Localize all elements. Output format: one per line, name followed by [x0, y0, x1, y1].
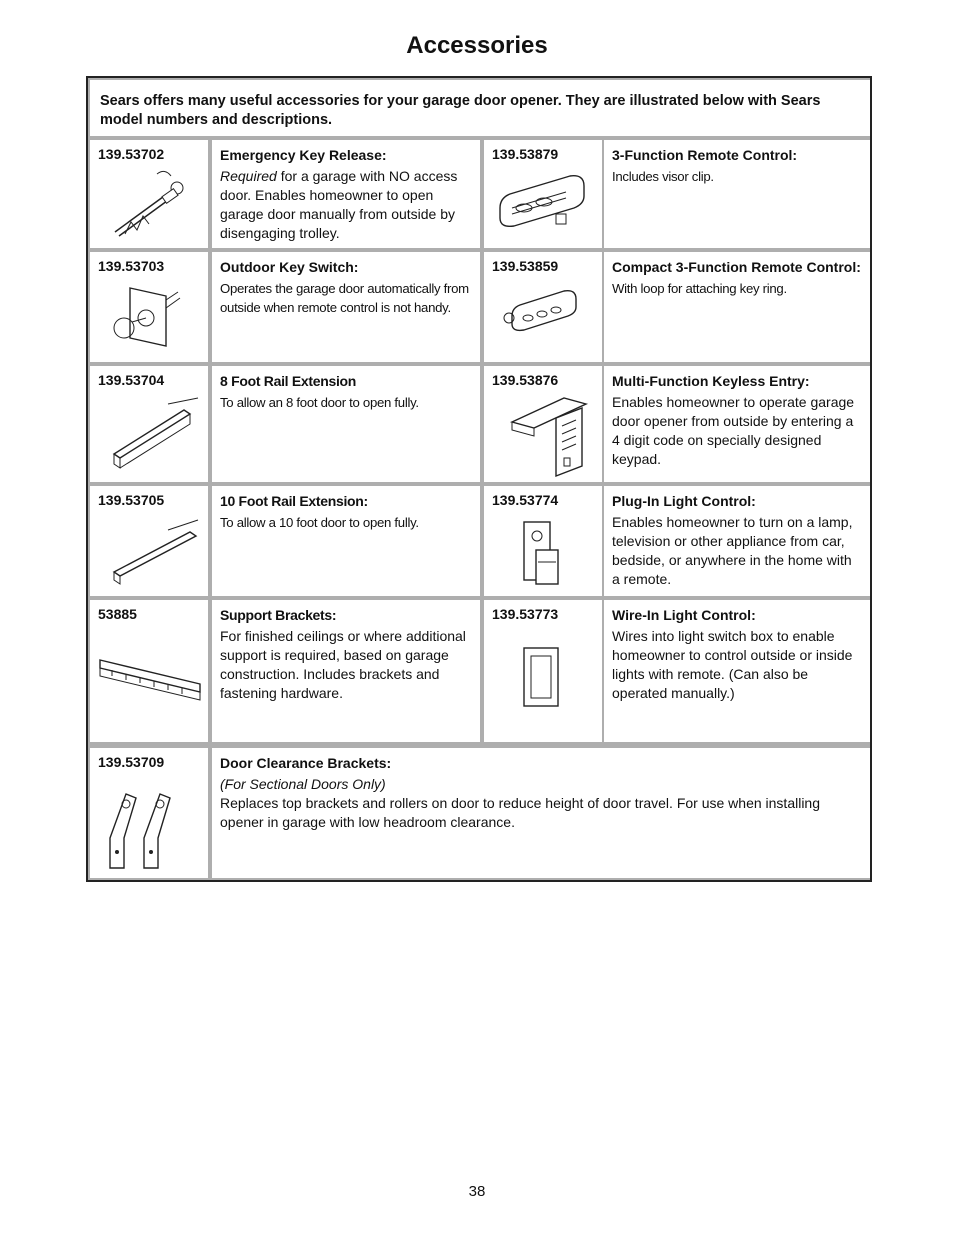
- model-number: 139.53704: [98, 372, 165, 388]
- item-description: Includes visor clip.: [612, 169, 714, 184]
- model-number: 139.53879: [492, 146, 559, 162]
- model-cell: [90, 140, 208, 248]
- description-cell: [212, 252, 480, 362]
- item-description: for a garage with NO access door. Enables homeowner to open garage door manually from outside by disengaging trolley.: [220, 168, 458, 241]
- item-title: 10 Foot Rail Extension:: [220, 493, 368, 509]
- item-title: Support Brackets:: [220, 607, 337, 623]
- key-switch-illustration: [110, 278, 190, 358]
- model-number: 139.53876: [492, 372, 559, 388]
- description-cell: [212, 366, 480, 482]
- item-description: For finished ceilings or where additional support is required, based on garage construction. Includes brackets and fastening hardware.: [220, 628, 466, 701]
- description-cell: [604, 140, 870, 248]
- keyless-entry-illustration: [506, 392, 592, 478]
- item-title: 3-Function Remote Control:: [612, 147, 798, 163]
- model-number: 139.53774: [492, 492, 559, 508]
- model-number: 139.53709: [98, 754, 165, 770]
- model-cell: [90, 252, 208, 362]
- item-subtitle: (For Sectional Doors Only): [220, 776, 386, 792]
- model-cell: [90, 748, 208, 878]
- description-cell: [212, 748, 870, 878]
- model-cell: [484, 252, 602, 362]
- page-title: Accessories: [406, 32, 548, 59]
- item-title: Plug-In Light Control:: [612, 493, 756, 509]
- item-title: Multi-Function Keyless Entry:: [612, 373, 810, 389]
- item-title: 8 Foot Rail Extension: [220, 373, 357, 389]
- item-description: To allow a 10 foot door to open fully.: [220, 515, 419, 530]
- description-cell: [212, 486, 480, 596]
- intro-text: Sears offers many useful accessories for your garage door opener. They are illustrated below with Sears model numbers and descriptions.: [90, 80, 870, 136]
- item-title: Emergency Key Release:: [220, 147, 387, 163]
- model-number: 139.53859: [492, 258, 559, 274]
- model-number: 139.53703: [98, 258, 165, 274]
- item-description: Operates the garage door automatically from outside when remote control is not handy.: [220, 281, 469, 315]
- model-number: 53885: [98, 606, 137, 622]
- model-cell: [90, 600, 208, 742]
- remote-control-illustration: [494, 170, 594, 230]
- item-title: Compact 3-Function Remote Control:: [612, 259, 861, 275]
- model-number: 139.53702: [98, 146, 165, 162]
- item-required-label: Required: [220, 168, 277, 184]
- item-description: Wires into light switch box to enable homeowner to control outside or inside lights with remote. (Can also be operated manually.): [612, 628, 853, 701]
- description-cell: [604, 366, 870, 482]
- item-title: Door Clearance Brackets:: [220, 755, 392, 771]
- item-description: Enables homeowner to turn on a lamp, television or other appliance from car, bedside, or anywhere in the home with a remote.: [612, 514, 853, 587]
- description-cell: [212, 600, 480, 742]
- support-brackets-illustration: [98, 650, 202, 710]
- model-cell: [484, 140, 602, 248]
- model-cell: [90, 486, 208, 596]
- item-description: Enables homeowner to operate garage door opener from outside by entering a 4 digit code on specially designed keypad.: [612, 394, 855, 467]
- model-cell: [484, 486, 602, 596]
- item-description: To allow an 8 foot door to open fully.: [220, 395, 419, 410]
- compact-remote-illustration: [502, 282, 586, 338]
- page-number: 38: [468, 1183, 486, 1200]
- door-clearance-brackets-illustration: [100, 782, 200, 874]
- model-cell: [90, 366, 208, 482]
- item-description: With loop for attaching key ring.: [612, 281, 787, 296]
- emergency-key-release-illustration: [105, 164, 195, 244]
- item-description: Replaces top brackets and rollers on door to reduce height of door travel. For use when installing opener in garage with low headroom clearance.: [220, 795, 821, 830]
- rail-extension-illustration: [108, 516, 204, 586]
- model-number: 139.53773: [492, 606, 559, 622]
- plug-in-light-control-illustration: [518, 518, 568, 592]
- wire-in-light-control-illustration: [522, 646, 564, 712]
- model-cell: [484, 600, 602, 742]
- description-cell: [604, 600, 870, 742]
- description-cell: [604, 252, 870, 362]
- description-cell: [604, 486, 870, 596]
- description-cell: [212, 140, 480, 248]
- model-number: 139.53705: [98, 492, 165, 508]
- model-cell: [484, 366, 602, 482]
- rail-extension-illustration: [108, 394, 204, 474]
- accessories-table: [86, 76, 872, 882]
- item-title: Outdoor Key Switch:: [220, 259, 359, 275]
- item-title: Wire-In Light Control:: [612, 607, 756, 623]
